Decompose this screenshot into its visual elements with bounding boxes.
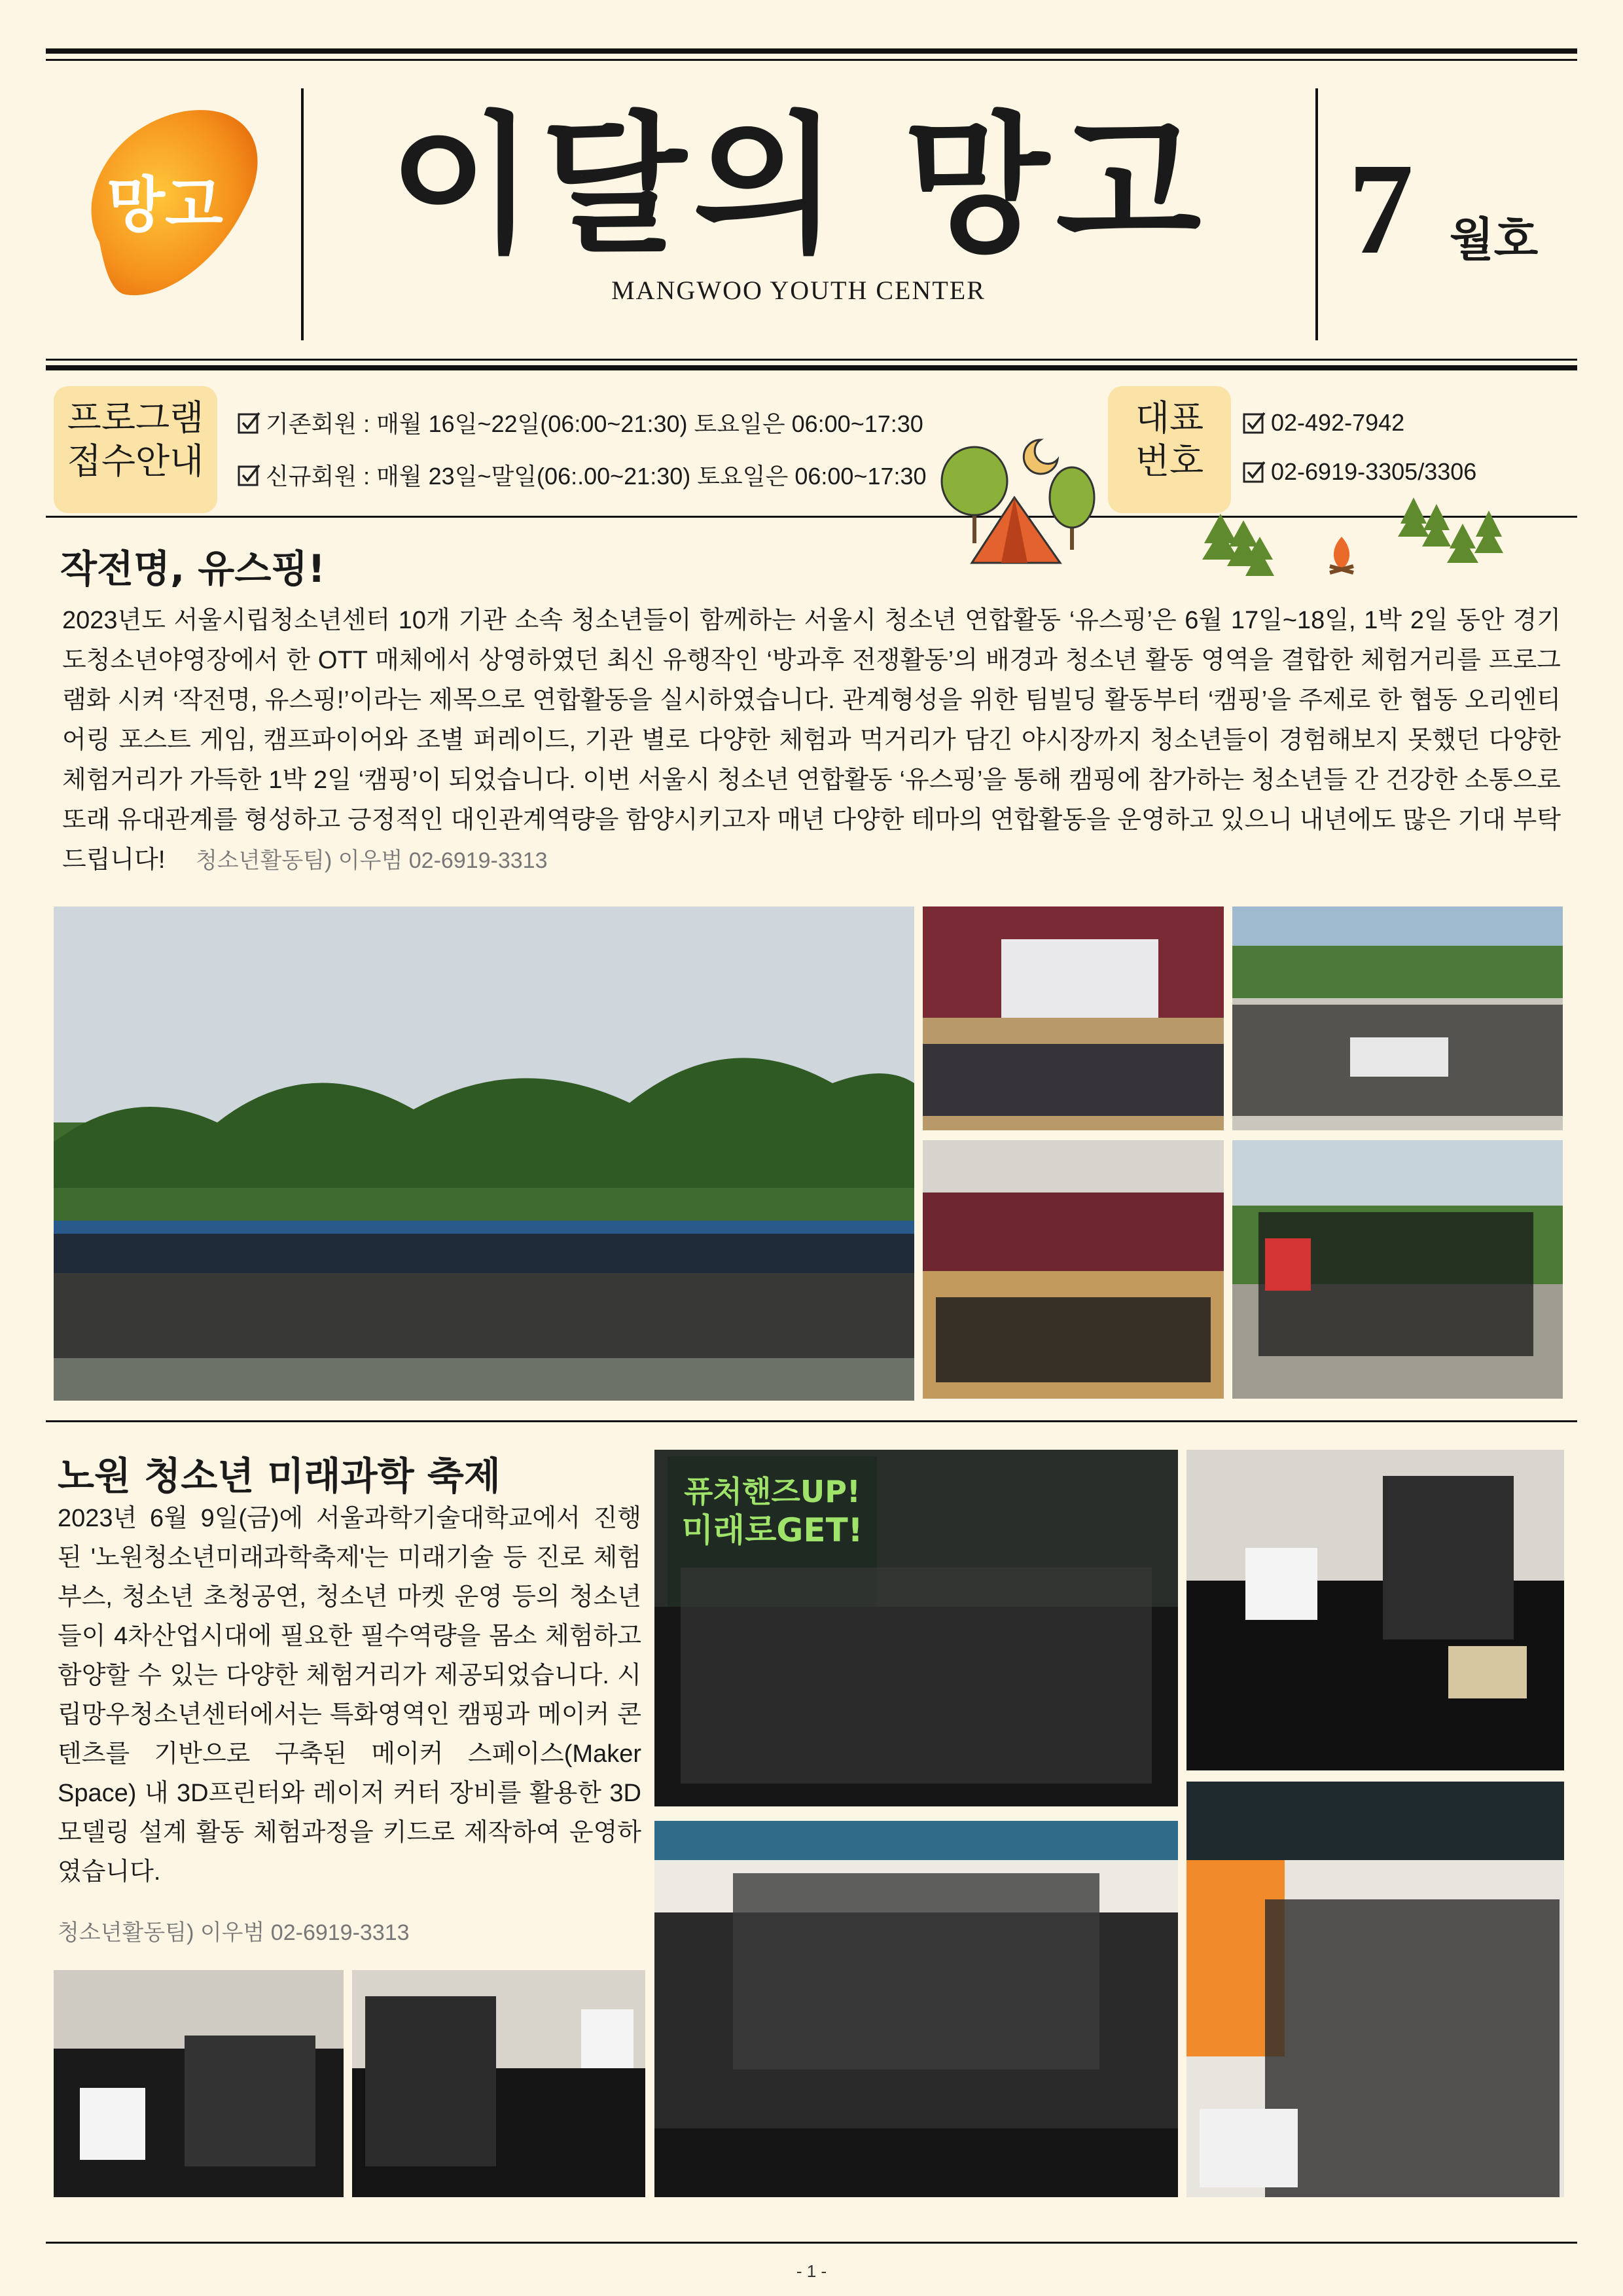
banner-text: 퓨처핸즈UP! xyxy=(684,1474,861,1509)
pine-tree-icon xyxy=(1202,514,1274,576)
top-rule-thick xyxy=(46,48,1577,54)
logo-text: 망고 xyxy=(107,170,223,240)
photo-gym-seated xyxy=(923,906,1224,1130)
group-photo-camp xyxy=(54,906,914,1401)
program-registration-badge xyxy=(54,386,217,513)
pine-tree-icon xyxy=(1398,497,1503,563)
header-bottom-rule-thin xyxy=(46,359,1577,361)
banner-text: 미래로GET! xyxy=(681,1511,863,1549)
program-info-new xyxy=(237,458,927,492)
photo-camp-table xyxy=(1232,906,1563,1130)
photo-festival-students-craft xyxy=(1186,1450,1564,1770)
tree-icon xyxy=(1050,467,1094,550)
article-body xyxy=(58,1499,641,1892)
article-credit: 청소년활동팀) 이우범 02-6919-3313 xyxy=(195,848,548,873)
article-body xyxy=(62,601,1561,881)
top-rule-thin xyxy=(46,59,1577,61)
footer-rule xyxy=(46,2242,1577,2244)
header-divider-left xyxy=(301,88,304,340)
page-number: - 1 - xyxy=(796,2261,827,2281)
badge-line: 프로그램 xyxy=(67,397,204,439)
header-bottom-rule-thick xyxy=(46,365,1577,370)
issue-month-suffix: 월호 xyxy=(1450,213,1539,266)
program-info-text: 신규회원 : 매월 23일~말일(06:.00~21:30) 토요일은 06:00~17:30 xyxy=(266,463,927,490)
badge-line: 대표 xyxy=(1135,397,1204,439)
header-divider-right xyxy=(1315,88,1318,340)
issue-month-number: 7 xyxy=(1348,137,1414,281)
photo-gym-group xyxy=(923,1140,1224,1399)
camping-illustration xyxy=(929,432,1531,609)
checkbox-checked-icon xyxy=(237,463,260,487)
photo-festival-booth-banner xyxy=(654,1450,1178,1806)
program-info-existing xyxy=(237,406,923,439)
photo-festival-qr-table xyxy=(54,1970,344,2197)
campfire-icon xyxy=(1330,537,1353,573)
photo-festival-student-closeup xyxy=(352,1970,645,2197)
program-info-text: 기존회원 : 매월 16일~22일(06:00~21:30) 토요일은 06:00~17:30 xyxy=(266,410,923,437)
photo-outdoor-pose xyxy=(1232,1140,1563,1399)
checkbox-checked-icon xyxy=(1242,411,1266,435)
contact-number-text: 02-6919-3305/3306 xyxy=(1271,458,1477,485)
newsletter-subtitle: MANGWOO YOUTH CENTER xyxy=(611,276,986,305)
photo-festival-booth-visitors xyxy=(1186,1782,1564,2197)
mango-logo xyxy=(60,98,270,308)
moon-icon xyxy=(1024,440,1058,474)
section-divider xyxy=(46,1420,1577,1422)
article-body-text: 2023년도 서울시립청소년센터 10개 기관 소속 청소년들이 함께하는 서울시 청소년 연합활동 ‘유스핑’은 6월 17일~18일, 1박 2일 동안 경기도청소년야영장에서 한 OTT 매체에서 상영하였던 최신 유행작인 ‘방과후 전쟁활동’의 배경과 청소년 활동 영역을 결합한 체험거리를 프로그램화 시켜 ‘작전명, 유스핑!’이라는 제목으로 연합활동을 실시하였습니다. 관계형성을 위한 팀빌딩 활동부터 ‘캠핑’을 주제로 한 협동 오리엔티어링 포스트 게임, 캠프파이어와 조별 퍼레이드, 기관 별로 다양한 체험과 먹거리가 담긴 야시장까지 청소년들이 경험해보지 못했던 다양한 체험거리가 가득한 1박 2일 ‘캠핑’이 되었습니다. 이번 서울시 청소년 연합활동 ‘유스핑’을 통해 캠핑에 참가하는 청소년들 간 건강한 소통으로 또래 유대관계를 형성하고 긍정적인 대인관계역량을 함양시키고자 매년 다양한 테마의 연합활동을 운영하고 있으니 내년에도 많은 기대 부탁드립니다! xyxy=(62,607,1561,874)
photo-festival-tent-crowd xyxy=(654,1821,1178,2197)
article-title: 작전명, 유스핑! xyxy=(60,547,325,591)
article-credit: 청소년활동팀) 이우범 02-6919-3313 xyxy=(58,1920,410,1945)
checkbox-checked-icon xyxy=(237,411,260,435)
article-body-text: 2023년 6월 9일(금)에 서울과학기술대학교에서 진행 된 '노원청소년미래과학축제'는 미래기술 등 진로 체험 부스, 청소년 초청공연, 청소년 마켓 운영 등의 청소년들이 4차산업시대에 필요한 필수역량을 몸소 체험하고 함양할 수 있는 다양한 체험거리가 제공되었습니다. 시립망우청소년센터에서는 특화영역인 캠핑과 메이커 콘텐츠를 기반으로 구축된 메이커 스페이스(Maker Space) 내 3D프린터와 레이저 커터 장비를 활용한 3D 모델링 설계 활동 체험과정을 키드로 제작하여 운영하였습니다. xyxy=(58,1505,641,1886)
newsletter-title: 이달의 망고 xyxy=(389,99,1208,274)
badge-line: 번호 xyxy=(1135,440,1204,482)
badge-line: 접수안내 xyxy=(67,440,204,482)
article-title: 노원 청소년 미래과학 축제 xyxy=(58,1454,501,1498)
contact-number-text: 02-492-7942 xyxy=(1271,409,1405,436)
